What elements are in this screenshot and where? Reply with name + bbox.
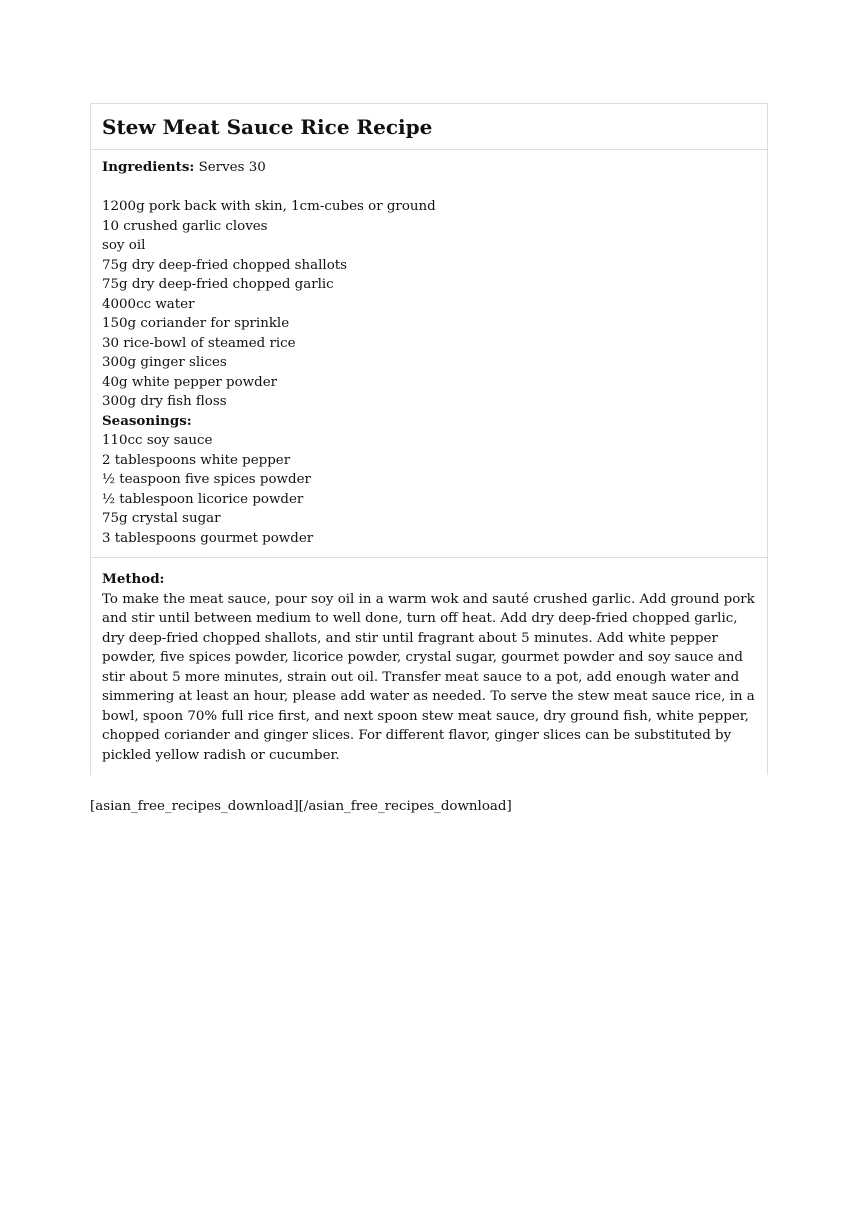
seasonings-label: Seasonings: <box>102 412 192 429</box>
ingredients-label: Ingredients: <box>102 159 195 175</box>
method-section <box>91 558 767 775</box>
ingredient-item: 150g coriander for sprinkle <box>102 316 290 331</box>
ingredient-item: 75g dry deep-fried chopped garlic <box>102 277 334 292</box>
ingredient-item: 1200g pork back with skin, 1cm-cubes or ground <box>102 199 436 214</box>
method-label: Method: <box>102 571 165 587</box>
ingredient-item: 300g ginger slices <box>102 355 227 370</box>
ingredient-item: 300g dry fish floss <box>102 394 227 409</box>
ingredients-list <box>102 197 756 412</box>
recipe-title: Stew Meat Sauce Rice Recipe <box>102 114 433 139</box>
seasoning-item: 2 tablespoons white pepper <box>102 452 291 468</box>
spacer <box>102 178 756 198</box>
ingredient-item: 75g dry deep-fried chopped shallots <box>102 257 348 273</box>
ingredient-item: 40g white pepper powder <box>102 374 278 390</box>
seasoning-item: ½ tablespoon licorice powder <box>102 491 304 507</box>
serves-text: Serves 30 <box>198 160 266 175</box>
ingredients-section <box>91 150 767 558</box>
download-shortcode: [asian_free_recipes_download][/asian_free_recipes_download] <box>90 799 512 814</box>
ingredient-item: soy oil <box>102 238 146 253</box>
ingredient-item: 30 rice-bowl of steamed rice <box>102 335 296 351</box>
seasoning-item: ½ teaspoon five spices powder <box>102 472 311 487</box>
ingredient-item: 10 crushed garlic cloves <box>102 218 268 234</box>
method-text: To make the meat sauce, pour soy oil in a warm wok and sauté crushed garlic. Add ground pork and stir until between medium to well done, turn off heat. Add dry deep-fried chopped garlic, dry deep-fried chopped shallots, and stir until fragrant about 5 minutes. Add white pepper powder, five spices powder, licorice powder, crystal sugar, gourmet powder and soy sauce and stir about 5 more minutes, strain out oil. Transfer meat sauce to a pot, add enough water and simmering at least an hour, please add water as needed. To serve the stew meat sauce rice, in a bowl, spoon 70% full rice first, and next spoon stew meat sauce, dry ground fish, white pepper, chopped coriander and ginger slices. For different flavor, ginger slices can be substituted by pickled yellow radish or cucumber. <box>102 591 755 763</box>
ingredient-item: 4000cc water <box>102 296 195 312</box>
seasonings-list <box>102 431 756 548</box>
ingredients-heading <box>102 158 756 178</box>
recipe-card <box>90 103 768 775</box>
recipe-header <box>91 104 767 150</box>
seasoning-item: 75g crystal sugar <box>102 511 221 526</box>
seasoning-item: 110cc soy sauce <box>102 433 213 448</box>
seasoning-item: 3 tablespoons gourmet powder <box>102 530 314 546</box>
